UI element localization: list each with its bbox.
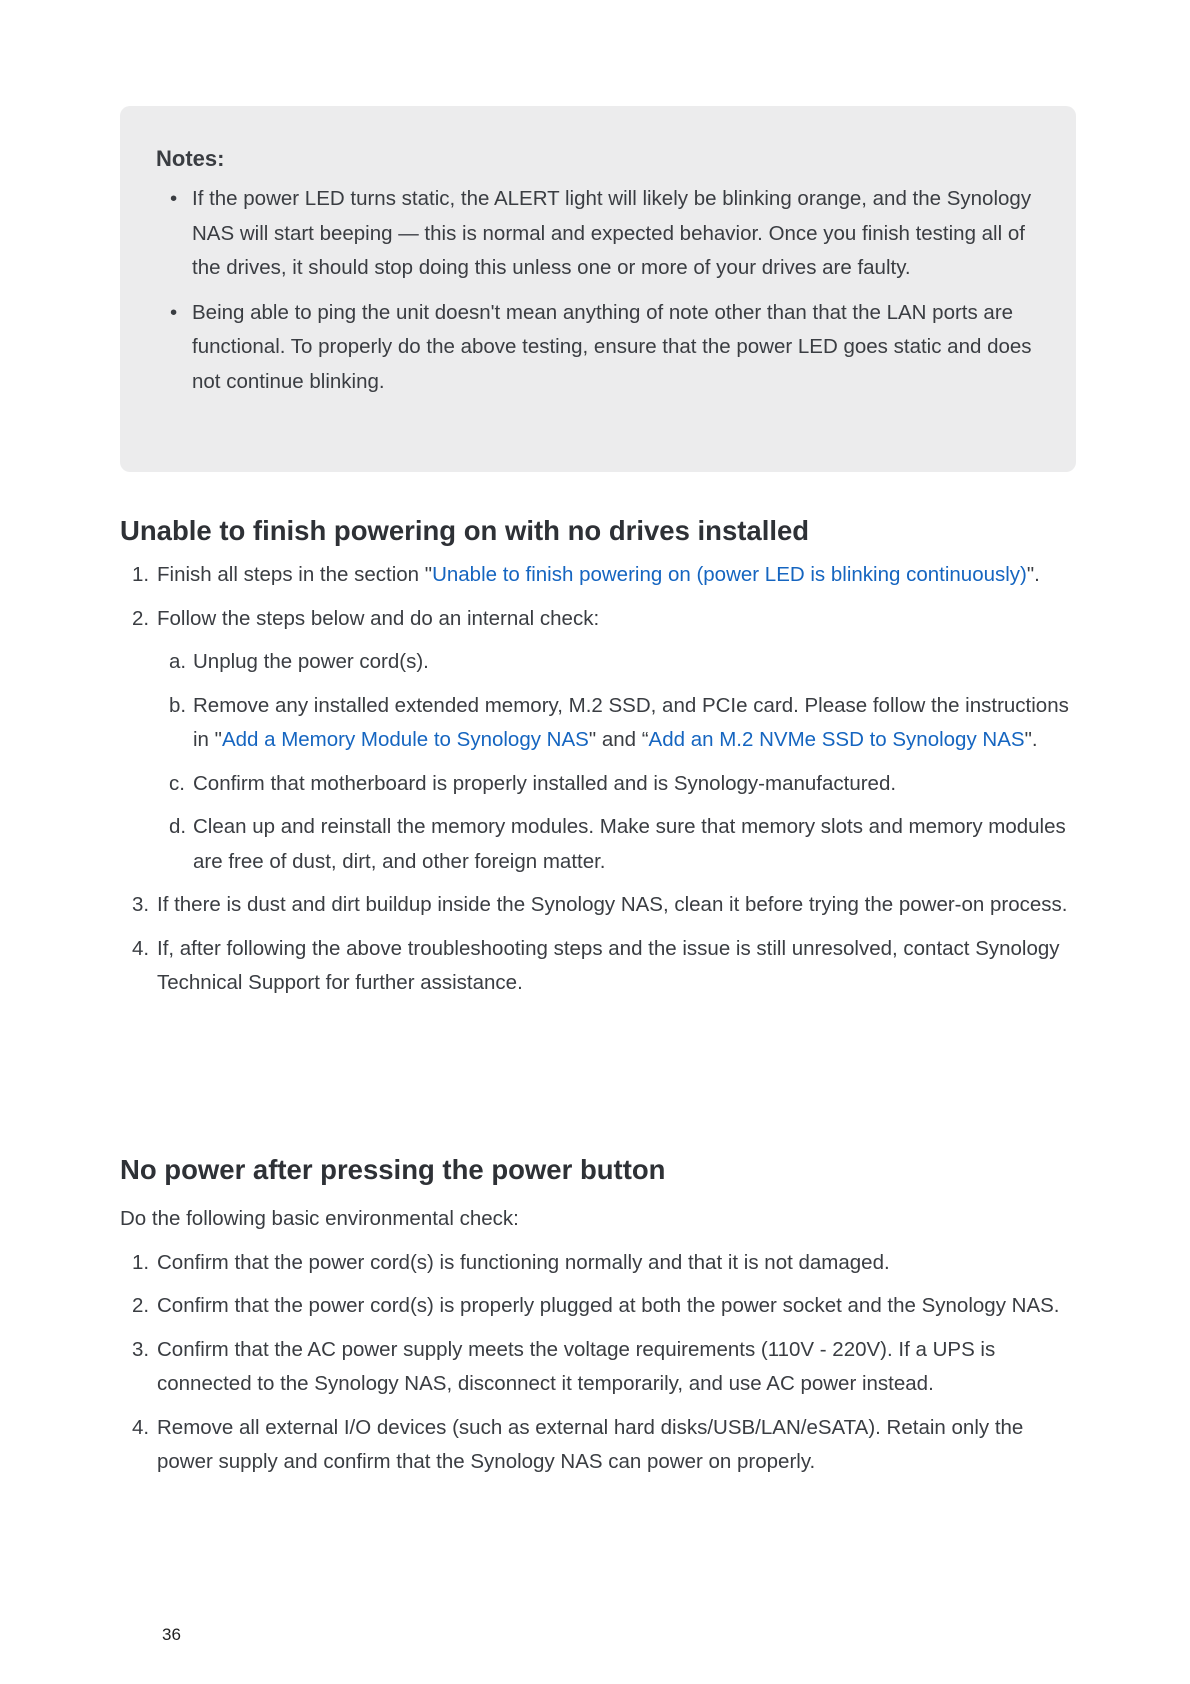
bullet-icon: • bbox=[170, 300, 178, 324]
sub-list-item bbox=[120, 810, 1080, 879]
notes-item-text: If the power LED turns static, the ALERT light will likely be blinking orange, and the Synology NAS will start beeping — this is normal and expected behavior. Once you finish testing all of the drives, it should stop doing this unless one or more of your drives are faulty. bbox=[192, 187, 1032, 279]
bullet-icon: • bbox=[170, 187, 178, 210]
link-add-m2-nvme-ssd[interactable]: Add an M.2 NVMe SSD to Synology NAS bbox=[648, 728, 1025, 751]
section-heading-no-drives: Unable to finish powering on with no drives installed bbox=[120, 515, 810, 546]
page-number: 36 bbox=[162, 1625, 181, 1644]
step-text: Remove all external I/O devices (such as external hard disks/USB/LAN/eSATA). Retain only the power supply and confirm that the Synology NAS can power on properly. bbox=[157, 1415, 1024, 1473]
list-item bbox=[120, 1411, 1080, 1480]
section-no-drives-steps bbox=[120, 558, 1080, 1010]
list-number: 1. bbox=[132, 1250, 150, 1274]
list-number: 4. bbox=[132, 936, 150, 960]
sub-list-item bbox=[120, 645, 1080, 680]
notes-item-text: Being able to ping the unit doesn't mean anything of note other than that the LAN ports are functional. To properly do the above testing, ensure that the power LED goes static and does not continue blinking. bbox=[192, 300, 1032, 393]
link-power-led-blinking[interactable]: Unable to finish powering on (power LED is blinking continuously) bbox=[432, 563, 1027, 586]
step-text: Confirm that motherboard is properly installed and is Synology-manufactured. bbox=[193, 771, 897, 795]
list-item bbox=[120, 1333, 1080, 1402]
step-text: Follow the steps below and do an internal check: bbox=[157, 606, 600, 630]
list-number: 3. bbox=[132, 893, 150, 916]
list-item bbox=[120, 932, 1080, 1001]
step-text: ". bbox=[1024, 728, 1038, 751]
notes-callout bbox=[120, 106, 1076, 472]
notes-title: Notes: bbox=[156, 146, 225, 171]
step-text: Finish all steps in the section " bbox=[157, 563, 433, 586]
list-number: 4. bbox=[132, 1415, 150, 1439]
list-letter: a. bbox=[169, 650, 187, 673]
list-item bbox=[120, 558, 1080, 593]
step-text: If, after following the above troubleshooting steps and the issue is still unresolved, contact Synology Technical Support for further assistance. bbox=[157, 936, 1060, 994]
step-text: ". bbox=[1026, 563, 1040, 586]
list-item bbox=[120, 602, 1080, 637]
section-heading-no-power: No power after pressing the power button bbox=[120, 1154, 666, 1185]
notes-item bbox=[156, 182, 1040, 286]
intro-text: Do the following basic environmental check: bbox=[120, 1207, 519, 1230]
sub-list-item bbox=[120, 689, 1080, 758]
list-letter: b. bbox=[169, 693, 187, 717]
list-letter: c. bbox=[169, 771, 185, 795]
notes-item bbox=[156, 296, 1040, 400]
step-text: Confirm that the power cord(s) is functioning normally and that it is not damaged. bbox=[157, 1250, 890, 1274]
step-text: Clean up and reinstall the memory modules. Make sure that memory slots and memory modules are free of dust, dirt, and other foreign matter. bbox=[193, 815, 1066, 873]
step-text: Remove any installed extended memory, M.2 SSD, and PCIe card. Please follow the instructions in " bbox=[193, 693, 1069, 751]
list-item bbox=[120, 888, 1080, 923]
step-text: Unplug the power cord(s). bbox=[193, 650, 429, 673]
list-item bbox=[120, 1289, 1080, 1324]
step-text: Confirm that the power cord(s) is properly plugged at both the power socket and the Synology NAS. bbox=[157, 1294, 1060, 1317]
list-item bbox=[120, 1246, 1080, 1281]
step-text: Confirm that the AC power supply meets the voltage requirements (110V - 220V). If a UPS is connected to the Synology NAS, disconnect it temporarily, and use AC power instead. bbox=[157, 1337, 996, 1395]
list-letter: d. bbox=[169, 815, 187, 838]
list-number: 1. bbox=[132, 563, 150, 586]
list-number: 2. bbox=[132, 1294, 150, 1317]
step-text: If there is dust and dirt buildup inside the Synology NAS, clean it before trying the power-on process. bbox=[157, 893, 1068, 916]
sub-list-item bbox=[120, 767, 1080, 802]
notes-list bbox=[156, 182, 1040, 399]
link-add-memory-module[interactable]: Add a Memory Module to Synology NAS bbox=[221, 728, 589, 751]
section-no-power-steps bbox=[120, 1202, 1080, 1489]
step-text: " and “ bbox=[588, 728, 649, 751]
list-number: 3. bbox=[132, 1337, 150, 1361]
list-number: 2. bbox=[132, 606, 150, 630]
